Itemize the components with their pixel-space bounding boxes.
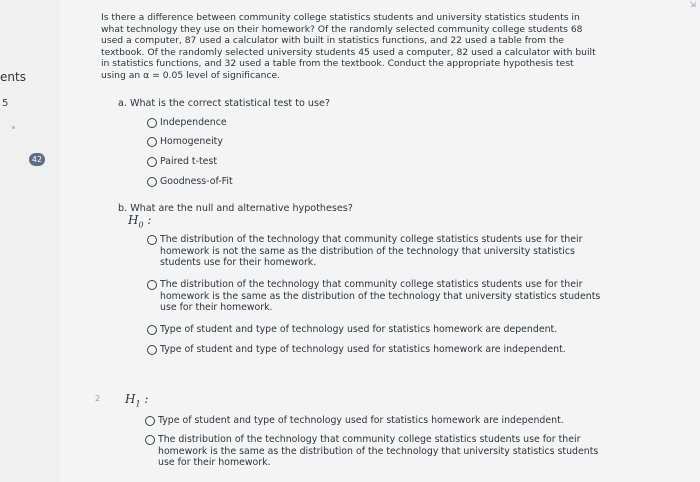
radio-icon[interactable]	[147, 345, 157, 355]
option-label: Goodness-of-Fit	[160, 176, 233, 187]
part-a-prompt: a. What is the correct statistical test to use?	[118, 98, 330, 109]
option-goodness-of-fit[interactable]	[147, 176, 233, 188]
h0-option-not-same[interactable]	[147, 234, 602, 269]
part-b-prompt: b. What are the null and alternative hypotheses?	[118, 203, 353, 214]
option-label: The distribution of the technology that community college statistics students use for their homework is the same as the distribution of the technology that university statistics students use for their homework.	[160, 279, 601, 314]
radio-icon[interactable]	[147, 280, 157, 290]
expand-icon[interactable]: ⇲	[689, 0, 696, 9]
option-label: Type of student and type of technology used for statistics homework are independent.	[158, 415, 564, 426]
radio-icon[interactable]	[147, 137, 157, 147]
radio-icon[interactable]	[147, 118, 157, 128]
option-paired-t-test[interactable]	[147, 156, 217, 168]
h1-option-same[interactable]	[145, 434, 615, 469]
option-label: The distribution of the technology that community college statistics students use for their homework is not the same as the distribution of the technology that university statistics students use for their homework.	[160, 234, 583, 269]
stray-mark: 2	[95, 394, 101, 403]
h1-option-independent[interactable]	[145, 415, 564, 427]
option-label: Homogeneity	[160, 136, 223, 147]
h0-option-dependent[interactable]	[147, 324, 557, 336]
sidebar-dot-icon	[12, 126, 15, 129]
question-number-badge[interactable]: 42	[29, 153, 45, 166]
option-homogeneity[interactable]	[147, 136, 223, 148]
h0-option-same[interactable]	[147, 279, 609, 314]
option-label: Type of student and type of technology used for statistics homework are independent.	[160, 344, 566, 355]
radio-icon[interactable]	[147, 177, 157, 187]
sidebar-nav-number: 5	[2, 98, 9, 109]
h0-option-independent[interactable]	[147, 344, 566, 356]
question-text: Is there a difference between community college statistics students and university statistics students in what technology they use on their homework? Of the randomly selected community college students 68 used a computer, 87 used a calculator with built in statistics functions, and 22 used a table from the textbook. Of the randomly selected university students 45 used a computer, 82 used a calculator with built in statistics functions, and 32 used a table from the textbook. Conduct the appropriate hypothesis test using an α = 0.05 level of significance.	[101, 12, 596, 81]
h0-label: $H_0$ :	[128, 213, 152, 230]
option-label: Type of student and type of technology used for statistics homework are dependent.	[160, 324, 558, 335]
radio-icon[interactable]	[145, 416, 155, 426]
radio-icon[interactable]	[147, 235, 157, 245]
radio-icon[interactable]	[147, 157, 157, 167]
h1-label: $H_1$ :	[125, 392, 149, 409]
option-label: Independence	[160, 117, 227, 128]
radio-icon[interactable]	[145, 435, 155, 445]
option-label: The distribution of the technology that community college statistics students use for their homework is the same as the distribution of the technology that university statistics students use for their homework.	[158, 434, 599, 469]
sidebar-nav-label[interactable]: ents	[0, 70, 26, 84]
option-label: Paired t-test	[160, 156, 217, 167]
radio-icon[interactable]	[147, 325, 157, 335]
option-independence[interactable]	[147, 117, 227, 129]
